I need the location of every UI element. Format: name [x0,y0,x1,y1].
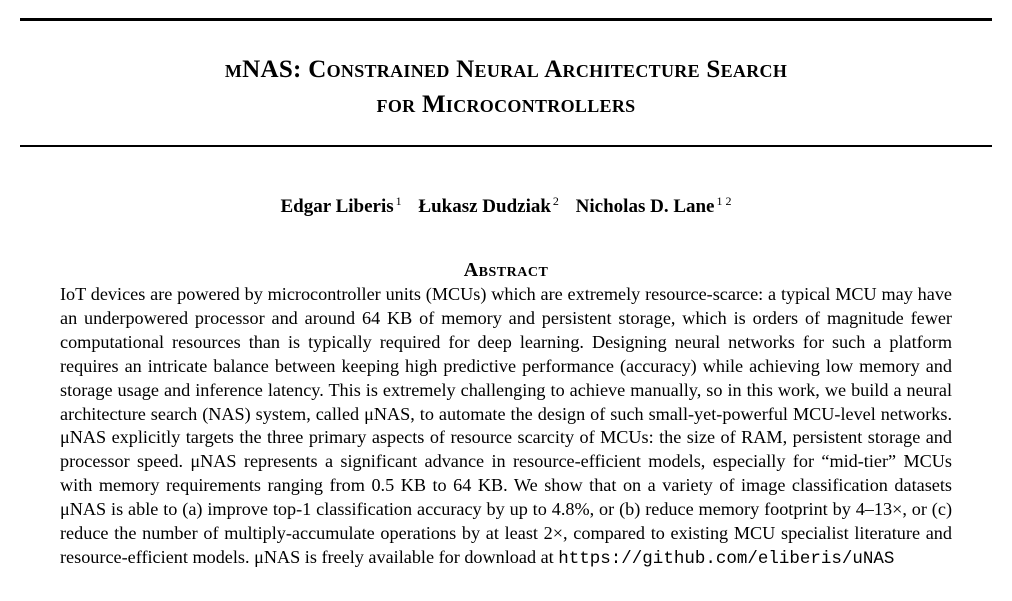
author-list [0,188,1012,220]
abstract-heading: Abstract [463,259,549,281]
author-name: Nicholas D. Lane [575,196,715,217]
top-rule [20,18,992,21]
author-1 [281,196,402,217]
author-name: Edgar Liberis [280,196,394,217]
abstract-body [60,283,952,572]
title-line-1: μNAS: Constrained Neural Architecture Search [224,56,788,83]
author-2 [418,196,559,217]
github-link[interactable]: https://github.com/eliberis/uNAS [558,548,895,569]
title-line-2: for Microcontrollers [376,91,636,118]
author-name: Łukasz Dudziak [418,196,551,217]
author-affiliation: 2 [552,194,559,208]
paper-title [20,52,992,122]
abstract-text: IoT devices are powered by microcontroller units (MCUs) which are extremely resource-scarce: a typical MCU may have an underpowered processor and around 64 KB of memory and persistent storage, which is orders of magnitude fewer computational resources than is typically required for deep learning. Designing neural networks for such a platform requires an intricate balance between keeping high predictive performance (accuracy) while achieving low memory and storage usage and inference latency. This is extremely challenging to achieve manually, so in this work, we build a neural architecture search (NAS) system, called μNAS, to automate the design of such small-yet-powerful MCU-level networks. μNAS explicitly targets the three primary aspects of resource scarcity of MCUs: the size of RAM, persistent storage and processor speed. μNAS represents a significant advance in resource-efficient models, especially for “mid-tier” MCUs with memory requirements ranging from 0.5 KB to 64 KB. We show that on a variety of image classification datasets μNAS is able to (a) improve top-1 classification accuracy by up to 4.8%, or (b) reduce memory footprint by 4–13×, or (c) reduce the number of multiply-accumulate operations by at least 2×, compared to existing MCU specialist literature and resource-efficient models. μNAS is freely available for download at [60,284,952,567]
author-affiliation: 1 2 [716,194,732,208]
author-affiliation: 1 [395,194,402,208]
author-3 [576,196,732,217]
bottom-rule [20,145,992,147]
